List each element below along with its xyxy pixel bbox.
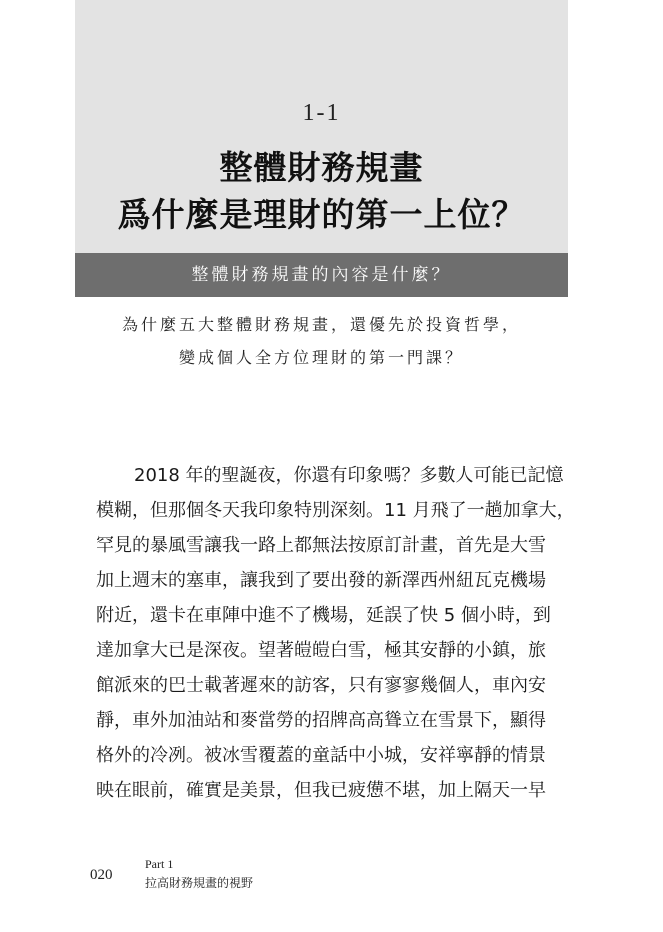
body-line: 模糊，但那個冬天我印象特別深刻。11 月飛了一趟加拿大， <box>96 500 575 521</box>
body-line: 館派來的巴士載著遲來的訪客，只有寥寥幾個人，車內安 <box>96 675 546 696</box>
body-line: 附近，還卡在車陣中進不了機場，延誤了快 5 個小時，到 <box>96 605 551 626</box>
body-line: 達加拿大已是深夜。望著皚皚白雪，極其安靜的小鎮，旅 <box>96 640 546 661</box>
body-line: 2018 年的聖誕夜，你還有印象嗎？多數人可能已記憶 <box>134 465 564 486</box>
part-title: 拉高財務規畫的視野 <box>145 876 254 890</box>
part-label: Part 1 <box>145 857 174 871</box>
page-number: 020 <box>90 867 113 883</box>
lead-line-1: 為什麼五大整體財務規畫，還優先於投資哲學， <box>121 315 521 334</box>
body-line: 罕見的暴風雪讓我一路上都無法按原訂計畫，首先是大雪 <box>96 535 546 556</box>
chapter-title-line-1: 整體財務規畫 <box>219 148 424 187</box>
section-subtitle-bar <box>75 253 568 297</box>
chapter-number: 1-1 <box>302 100 341 126</box>
body-line: 靜，車外加油站和麥當勞的招牌高高聳立在雪景下，顯得 <box>96 710 546 731</box>
body-line: 加上週末的塞車，讓我到了要出發的新澤西州紐瓦克機場 <box>96 570 546 591</box>
lead-line-2: 變成個人全方位理財的第一門課？ <box>178 348 464 367</box>
body-line: 映在眼前，確實是美景，但我已疲憊不堪，加上隔天一早 <box>96 780 546 801</box>
body-paragraph <box>96 458 575 808</box>
section-subtitle: 整體財務規畫的內容是什麼？ <box>191 265 452 285</box>
body-line: 格外的冷冽。被冰雪覆蓋的童話中小城，安祥寧靜的情景 <box>96 745 546 766</box>
chapter-title-line-2: 爲什麼是理財的第一上位？ <box>117 195 526 234</box>
